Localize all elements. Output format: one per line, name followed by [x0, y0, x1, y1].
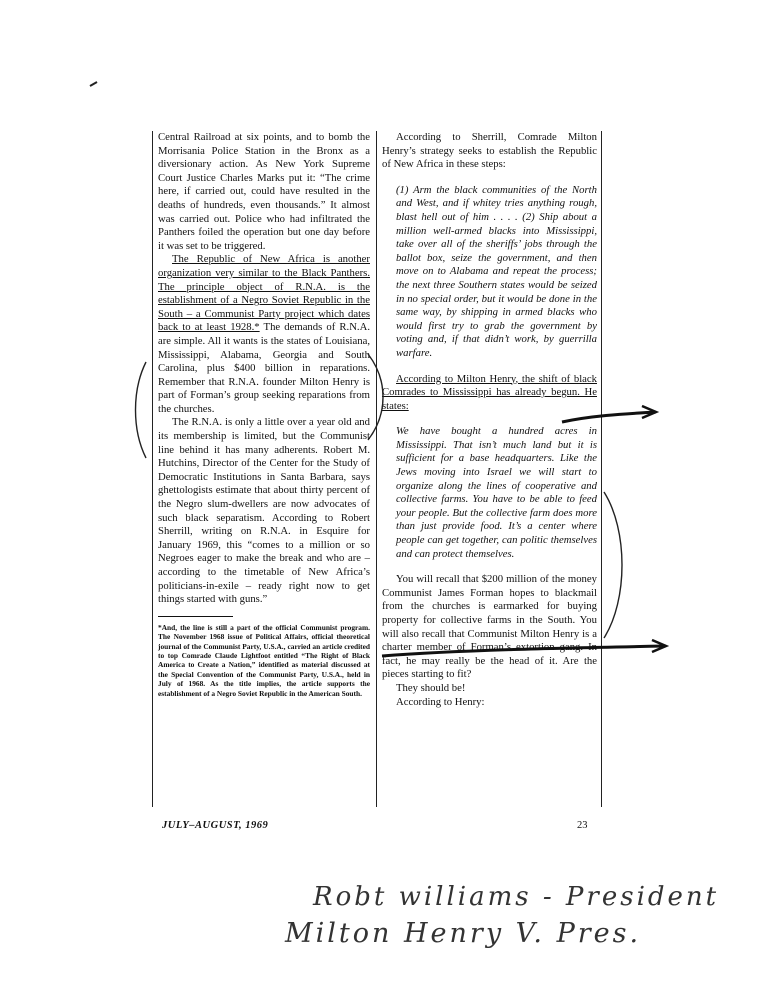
footnote-rule [158, 616, 233, 617]
issue-folio: JULY–AUGUST, 1969 [162, 820, 269, 831]
pen-bracket-left-icon [128, 360, 168, 460]
left-margin-rule [152, 131, 153, 807]
block-quote-1: (1) Arm the black communities of the North and West, and if whitey tries anything rough, blast hell out of him . . . . (2) Ship about a million well-armed blacks into Mississippi, take over all of the sheriffs’ jobs through the ballot box, seize the government, and then move on to Alabama and repeat the process; the next three Southern states would be seized in no special order, but it would be done in the same way, by shipping in armed blacks who would first try to grab the government by voting and, if that didn’t work, by guerrilla warfare. [396, 183, 597, 359]
right-paragraph-5: According to Henry: [396, 695, 485, 708]
handwritten-note-line-1: Robt williams - President [313, 882, 720, 912]
right-paragraph-1: According to Sherrill, Comrade Milton Henry’s strategy seeks to establish the Republic of New Africa in these steps: [382, 131, 597, 171]
scan-speck-icon [88, 78, 100, 90]
center-column-rule [376, 131, 377, 807]
left-paragraph-2 [158, 253, 370, 416]
underlined-passage: The Republic of New Africa is another organization very similar to the Black Panthers. The principle object of R.N.A. is the establishment of a Negro Soviet Republic in the South – a Communist Party project which dates back to at least 1928.* [158, 253, 370, 334]
underlined-passage-right: According to Milton Henry, the shift of black Comrades to Mississippi has already begun. He states: [382, 372, 597, 412]
pen-arrow-upper-icon [560, 400, 660, 440]
left-paragraph-1: Central Railroad at six points, and to bomb the Morrisania Police Station in the Bronx as a diversionary action. As New York Supreme Court Justice Charles Marks put it: “The crime here, if carried out, could have resulted in the deaths of hundreds, even thousands.” It almost was carried out. Police who had infiltrated the Panthers foiled the operation but one day before it was set to be triggered. [158, 131, 370, 252]
page-number: 23 [577, 820, 588, 831]
left-column [158, 131, 370, 698]
right-margin-rule [601, 131, 602, 807]
left-paragraph-2-rest: The demands of R.N.A. are simple. All it wants is the states of Louisiana, Mississippi, Alabama, Georgia and South Carolina, plus $400 billion in reparations. Remember that R.N.A. founder Milton Henry is part of Forman’s group seeking reparations from the churches. [158, 321, 370, 415]
pen-arrow-lower-icon [380, 638, 670, 668]
right-paragraph-4: They should be! [396, 681, 466, 694]
right-paragraph-3: You will recall that $200 million of the money Communist James Forman hopes to blackmail from the churches is earmarked for buying property for collective farms in the South. You will also recall that Communist Milton Henry is a charter member of Forman’s extortion gang. In fact, he may really be the head of it. Are the pieces starting to fit? [382, 573, 597, 681]
footnote: *And, the line is still a part of the official Communist program. The November 1968 issue of Political Affairs, official theoretical journal of the Communist Party, U.S.A., carried an article credited to top Comrade Claude Lightfoot entitled “The Right of Black America to Create a Nation,” identified as material discussed at the Special Convention of the Communist Party, U.S.A., held in July of 1968. As the title implies, the article supports the establishment of a Negro Soviet Republic in the American South. [158, 622, 370, 698]
pen-bracket-right-icon [598, 490, 638, 640]
left-paragraph-3: The R.N.A. is only a little over a year old and its membership is limited, but the Communist line behind it has many adherents. Robert M. Hutchins, Director of the Center for the Study of Democratic Institutions in Santa Barbara, says ghettologists estimate that about thirty percent of the Negro slum-dwellers are now advocates of such black separatism. According to Robert Sherrill, writing on R.N.A. in Esquire for January 1969, this “comes to a million or so Negroes eager to make the break and who are – according to the timetable of New Africa’s politicians-in-exile – ready right now to get things started with guns.” [158, 416, 370, 606]
handwritten-note-line-2: Milton Henry V. Pres. [285, 918, 642, 949]
pen-bracket-center-icon [362, 352, 392, 442]
block-quote-2: We have bought a hundred acres in Mississippi. That isn’t much land but it is sufficient for a base headquarters. Like the Jews moving into Israel we will start to organize along the lines of cooperative and collective farms. You have to be able to feed your people. But the collective farm does more than just provide food. It’s a center where people can get together, can politic themselves and can protect themselves. [396, 425, 597, 560]
